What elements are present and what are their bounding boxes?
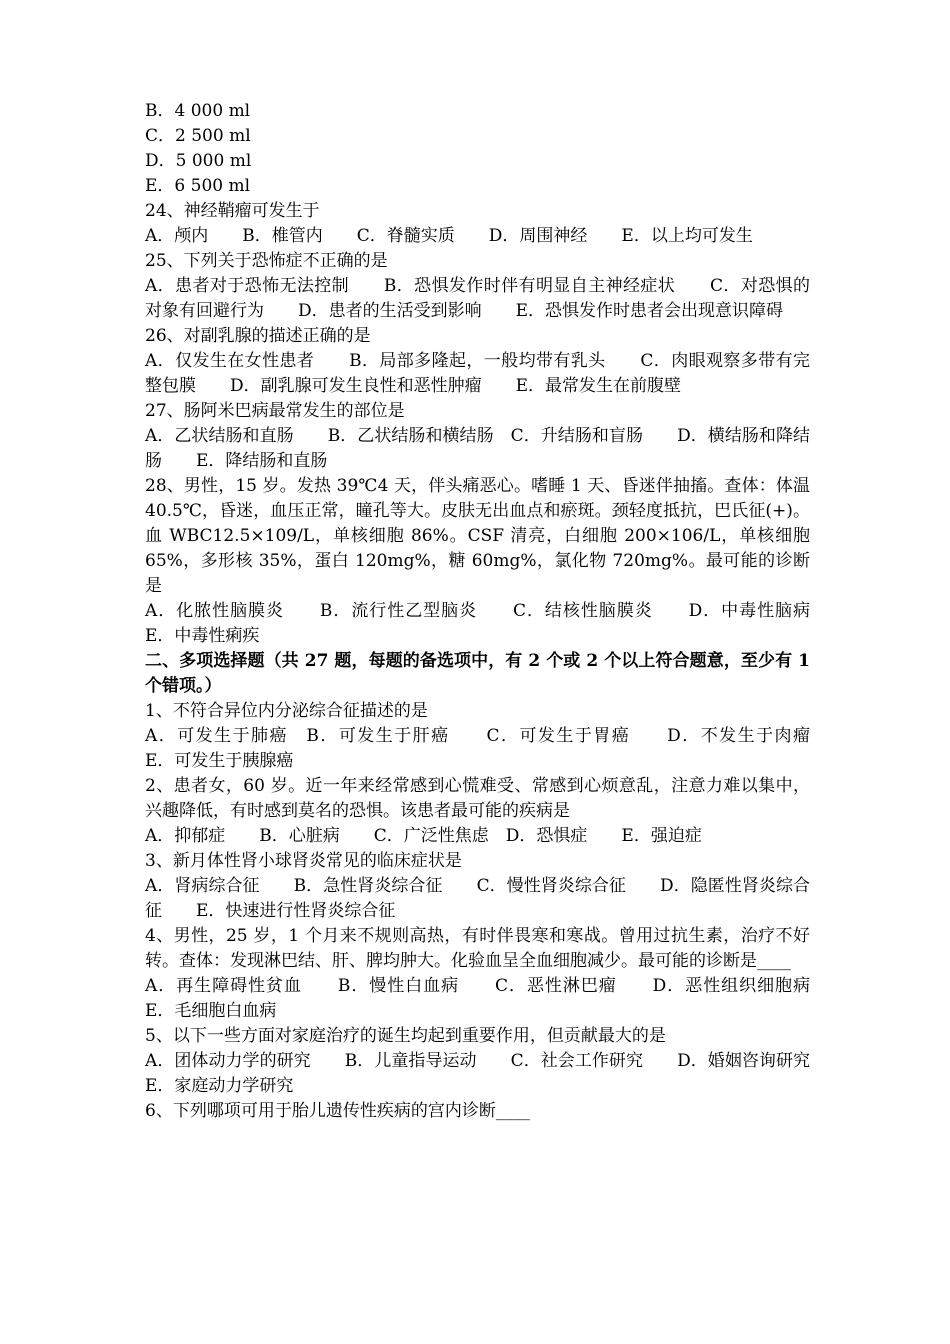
question-27: 27、肠阿米巴病最常发生的部位是	[145, 401, 405, 421]
question-m3-options: A．肾病综合征 B．急性肾炎综合征 C．慢性肾炎综合征 D．隐匿性肾炎综合征 E．快速进行性肾炎综合征	[145, 876, 810, 921]
option-line: E．6 500 ml	[145, 176, 251, 196]
option-line: B．4 000 ml	[145, 101, 251, 121]
question-26-options: A．仅发生在女性患者 B．局部多隆起，一般均带有乳头 C．肉眼观察多带有完整包膜 D．副乳腺可发生良性和恶性肿瘤 E．最常发生在前腹壁	[145, 351, 810, 396]
question-m5-options: A．团体动力学的研究 B．儿童指导运动 C．社会工作研究 D．婚姻咨询研究 E．家庭动力学研究	[145, 1051, 844, 1096]
question-m4: 4、男性，25 岁，1 个月来不规则高热，有时伴畏寒和寒战。曾用过抗生素，治疗不好转。查体：发现淋巴结、肝、脾均肿大。化验血呈全血细胞减少。最可能的诊断是____	[145, 926, 810, 971]
question-28: 28、男性，15 岁。发热 39℃4 天，伴头痛恶心。嗜睡 1 天、昏迷伴抽搐。查体：体温 40.5℃，昏迷，血压正常，瞳孔等大。皮肤无出血点和瘀斑。颈轻度抵抗，巴氏征(+)。血 WBC12.5×109/L，单核细胞 86%。CSF 清亮，白细胞 200×106/L，单核细胞 65%，多形核 35%，蛋白 120mg%，糖 60mg%，氯化物 720mg%。最可能的诊断是	[145, 476, 810, 596]
question-m2: 2、患者女，60 岁。近一年来经常感到心慌难受、常感到心烦意乱，注意力难以集中，兴趣降低，有时感到莫名的恐惧。该患者最可能的疾病是	[145, 776, 810, 821]
question-27-options: A．乙状结肠和直肠 B．乙状结肠和横结肠 C．升结肠和盲肠 D．横结肠和降结肠 E．降结肠和直肠	[145, 426, 810, 471]
question-26: 26、对副乳腺的描述正确的是	[145, 326, 371, 346]
question-m3: 3、新月体性肾小球肾炎常见的临床症状是	[145, 851, 462, 871]
document-page	[145, 99, 844, 1124]
question-m1: 1、不符合异位内分泌综合征描述的是	[145, 701, 428, 721]
section-heading: 二、多项选择题（共 27 题，每题的备选项中，有 2 个或 2 个以上符合题意，至少有 1 个错项。）	[145, 651, 810, 696]
option-line: C．2 500 ml	[145, 126, 251, 146]
question-m6: 6、下列哪项可用于胎儿遗传性疾病的宫内诊断____	[145, 1101, 530, 1121]
question-m5: 5、以下一些方面对家庭治疗的诞生均起到重要作用，但贡献最大的是	[145, 1026, 666, 1046]
question-24: 24、神经鞘瘤可发生于	[145, 201, 320, 221]
question-m4-options: A．再生障碍性贫血 B．慢性白血病 C．恶性淋巴瘤 D．恶性组织细胞病 E．毛细胞白血病	[145, 976, 844, 1021]
question-24-options: A．颅内 B．椎管内 C．脊髓实质 D．周围神经 E．以上均可发生	[145, 226, 753, 246]
question-28-options: A．化脓性脑膜炎 B．流行性乙型脑炎 C．结核性脑膜炎 D．中毒性脑病 E．中毒性痢疾	[145, 601, 844, 646]
option-line: D．5 000 ml	[145, 151, 252, 171]
question-25-options: A．患者对于恐怖无法控制 B．恐惧发作时伴有明显自主神经症状 C．对恐惧的对象有回避行为 D．患者的生活受到影响 E．恐惧发作时患者会出现意识障碍	[145, 276, 810, 321]
question-25: 25、下列关于恐怖症不正确的是	[145, 251, 388, 271]
question-m2-options: A．抑郁症 B．心脏病 C．广泛性焦虑 D．恐惧症 E．强迫症	[145, 826, 702, 846]
question-m1-options: A．可发生于肺癌 B．可发生于肝癌 C．可发生于胃癌 D．不发生于肉瘤 E．可发生于胰腺癌	[145, 726, 844, 771]
